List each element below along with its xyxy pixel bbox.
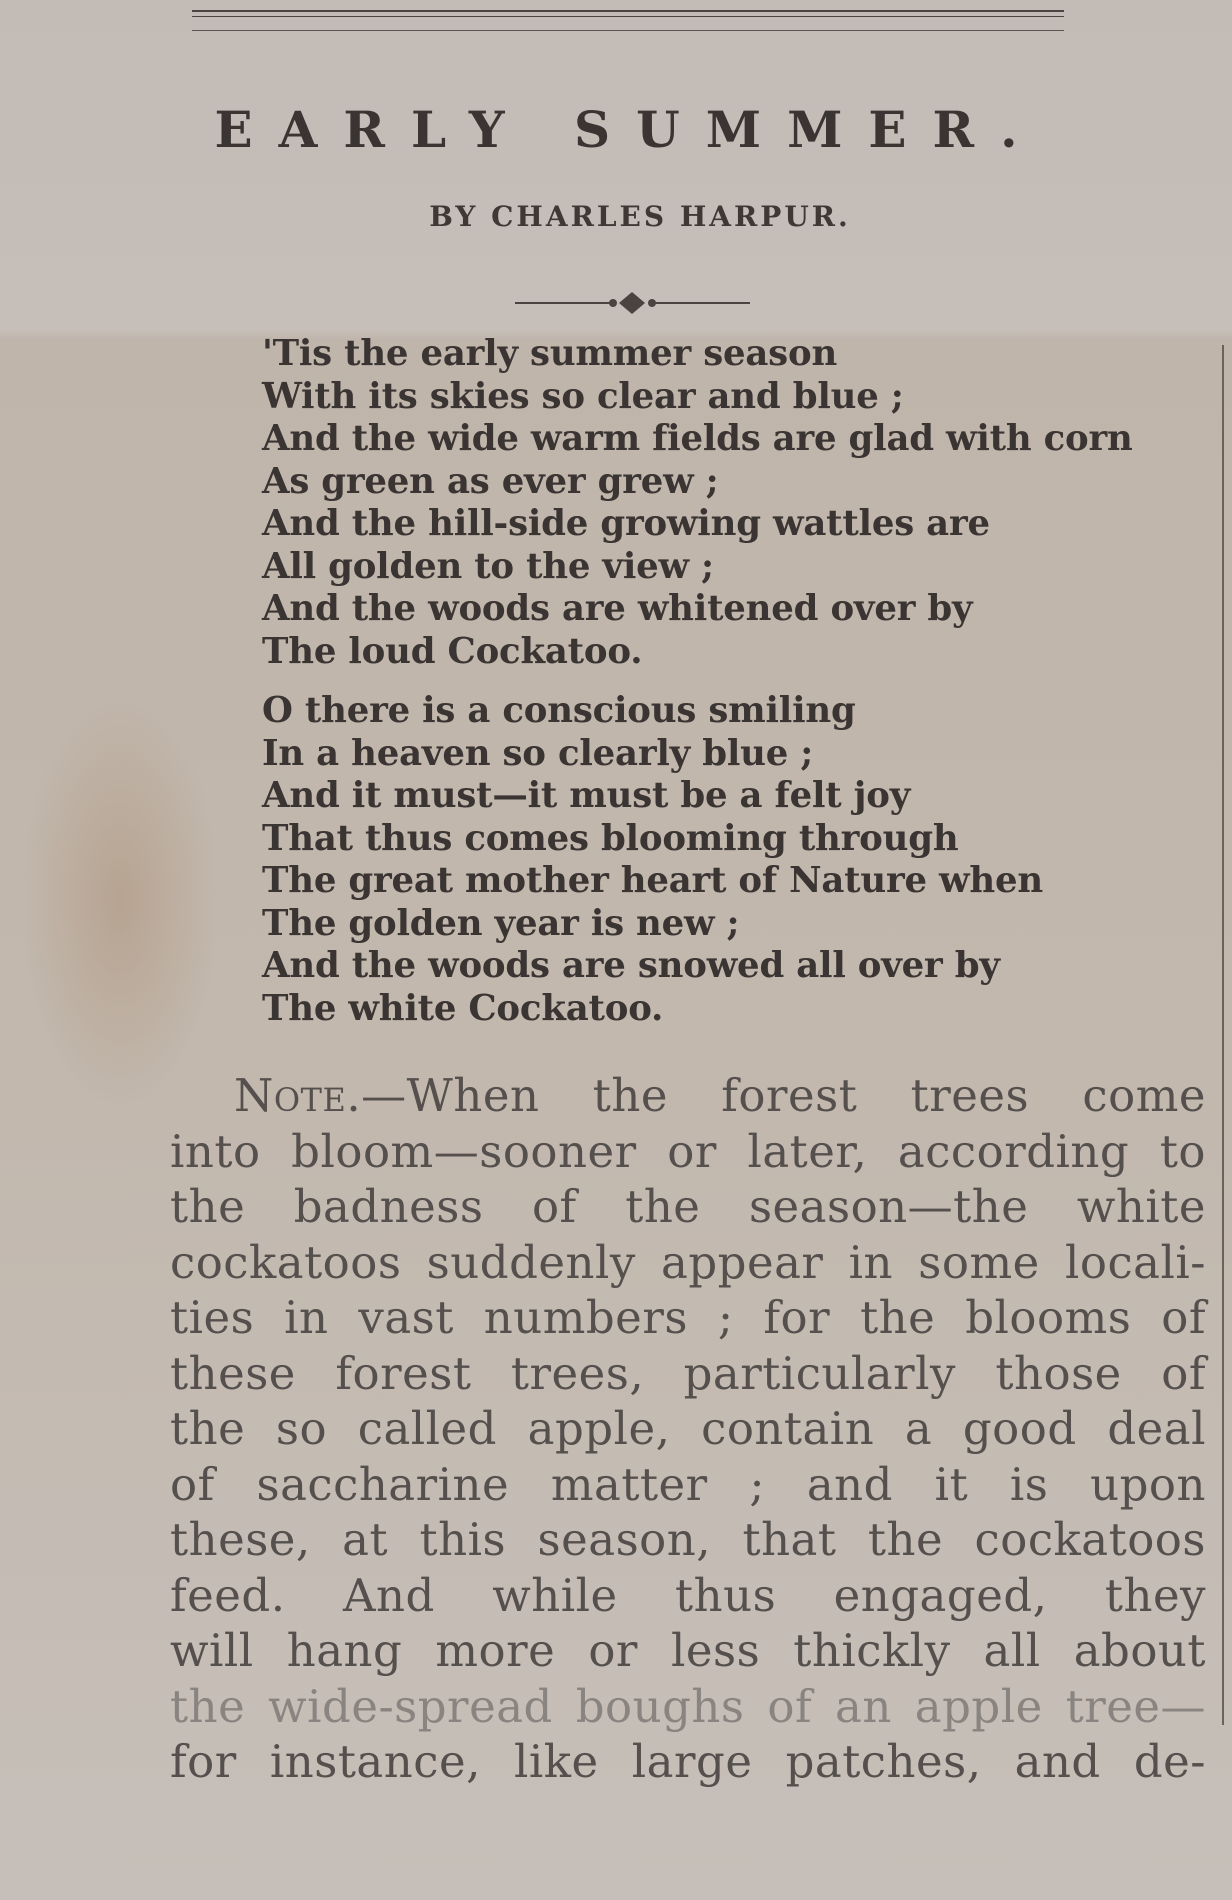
poem-line: The golden year is new ;	[262, 902, 740, 944]
article-title: EARLY SUMMER.	[214, 100, 1044, 159]
column-rule	[1222, 345, 1224, 1725]
ornament-divider	[515, 290, 750, 316]
poem-stanza-1	[262, 333, 1133, 673]
note-line: of saccharine matter ; and it is upon	[170, 1457, 1206, 1511]
poem-line: And it must—it must be a felt joy	[262, 775, 911, 816]
poem-line: As green as ever grew ;	[262, 460, 719, 502]
note-paragraph	[170, 1068, 1206, 1790]
poem-line: The white Cockatoo.	[262, 987, 664, 1029]
poem-line: And the woods are whitened over by	[262, 588, 973, 629]
note-line: ties in vast numbers ; for the blooms of	[170, 1291, 1206, 1344]
poem	[262, 333, 1133, 1030]
poem-line: And the woods are snowed all over by	[262, 945, 1000, 986]
poem-line: And the hill-side growing wattles are	[262, 503, 990, 544]
note-line: these, at this season, that the cockatoos	[170, 1513, 1206, 1566]
note-line: for instance, like large patches, and de-	[170, 1735, 1206, 1788]
poem-line: In a heaven so clearly blue ;	[262, 732, 814, 774]
top-double-rule	[192, 10, 1064, 17]
note-line: the badness of the season—the white	[170, 1180, 1206, 1233]
note-line: will hang more or less thickly all about	[170, 1624, 1206, 1677]
article-byline: BY CHARLES HARPUR.	[429, 200, 851, 233]
poem-line: That thus comes blooming through	[262, 817, 959, 859]
poem-line: The loud Cockatoo.	[262, 630, 643, 672]
note-line: these forest trees, particularly those of	[170, 1346, 1206, 1400]
note-line: the wide-spread boughs of an apple tree—	[170, 1679, 1206, 1733]
note-line: Note.—When the forest trees come	[234, 1069, 1206, 1122]
note-label: Note.	[234, 1069, 362, 1122]
note-line: feed. And while thus engaged, they	[170, 1568, 1206, 1622]
poem-line: 'Tis the early summer season	[262, 333, 838, 374]
poem-line: And the wide warm fields are glad with corn	[262, 418, 1133, 459]
poem-line: All golden to the view ;	[262, 545, 714, 587]
poem-stanza-2	[262, 690, 1133, 1030]
top-thin-rule	[192, 30, 1064, 31]
poem-line: O there is a conscious smiling	[262, 690, 856, 731]
note-line: into bloom—sooner or later, according to	[170, 1124, 1206, 1178]
note-line: cockatoos suddenly appear in some locali-	[170, 1235, 1206, 1289]
poem-line: The great mother heart of Nature when	[262, 860, 1043, 901]
note-line: the so called apple, contain a good deal	[170, 1402, 1206, 1455]
poem-line: With its skies so clear and blue ;	[262, 375, 904, 417]
